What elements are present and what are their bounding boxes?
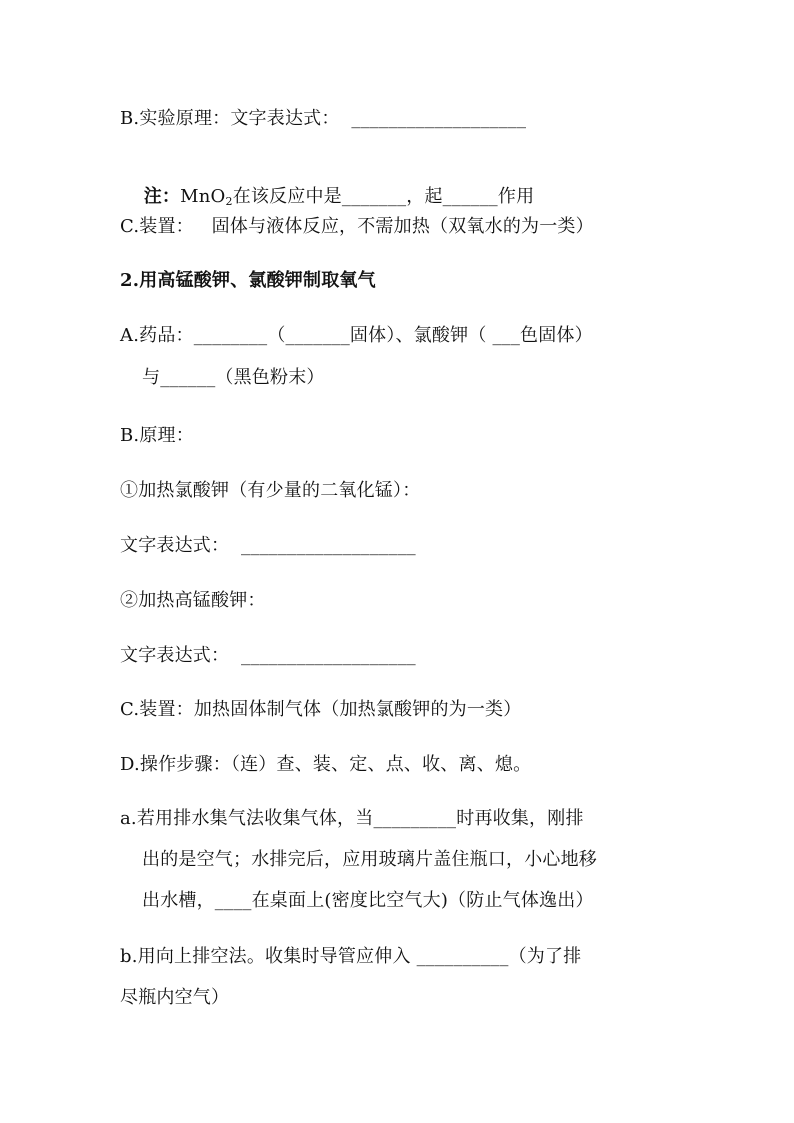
upward-air-line-2: 尽瓶内空气） xyxy=(120,987,230,1008)
water-collection-line-3: 出水槽，____在桌面上(密度比空气大)（防止气体逸出） xyxy=(142,890,594,911)
section-heading: 2.用高锰酸钾、氯酸钾制取氧气 xyxy=(120,270,376,291)
expression-line-2: 文字表达式： ___________________ xyxy=(120,645,416,666)
mno2-formula: MnO xyxy=(180,186,226,207)
reagents-continuation: 与______（黑色粉末） xyxy=(142,367,325,388)
heat-kclo3-line: ①加热氯酸钾（有少量的二氧化锰）： xyxy=(120,480,421,501)
upward-air-line-1: b.用向上排空法。收集时导管应伸入 __________（为了排 xyxy=(120,946,582,967)
note-label: 注： xyxy=(143,186,181,207)
water-collection-line-2: 出的是空气；水排完后，应用玻璃片盖住瓶口，小心地移 xyxy=(142,849,597,870)
apparatus-line: C.装置： 固体与液体反应，不需加热（双氧水的为一类） xyxy=(120,216,594,237)
heat-kmno4-line: ②加热高锰酸钾： xyxy=(120,590,266,611)
water-collection-line-1: a.若用排水集气法收集气体，当_________时再收集，刚排 xyxy=(120,808,584,829)
mno2-subscript: 2 xyxy=(225,195,233,208)
procedure-steps-line: D.操作步骤：（连）查、装、定、点、收、离、熄。 xyxy=(120,754,532,775)
apparatus-heat-line: C.装置：加热固体制气体（加热氯酸钾的为一类） xyxy=(120,699,522,720)
expression-line-1: 文字表达式： ___________________ xyxy=(120,535,416,556)
principle-expression-line: B.实验原理：文字表达式： ___________________ xyxy=(120,108,527,129)
reagents-line: A.药品：________（_______固体）、氯酸钾（ ___色固体） xyxy=(120,325,593,346)
principle-heading: B.原理： xyxy=(120,425,194,446)
mno2-note-text: 在该反应中是_______，起______作用 xyxy=(232,186,535,207)
